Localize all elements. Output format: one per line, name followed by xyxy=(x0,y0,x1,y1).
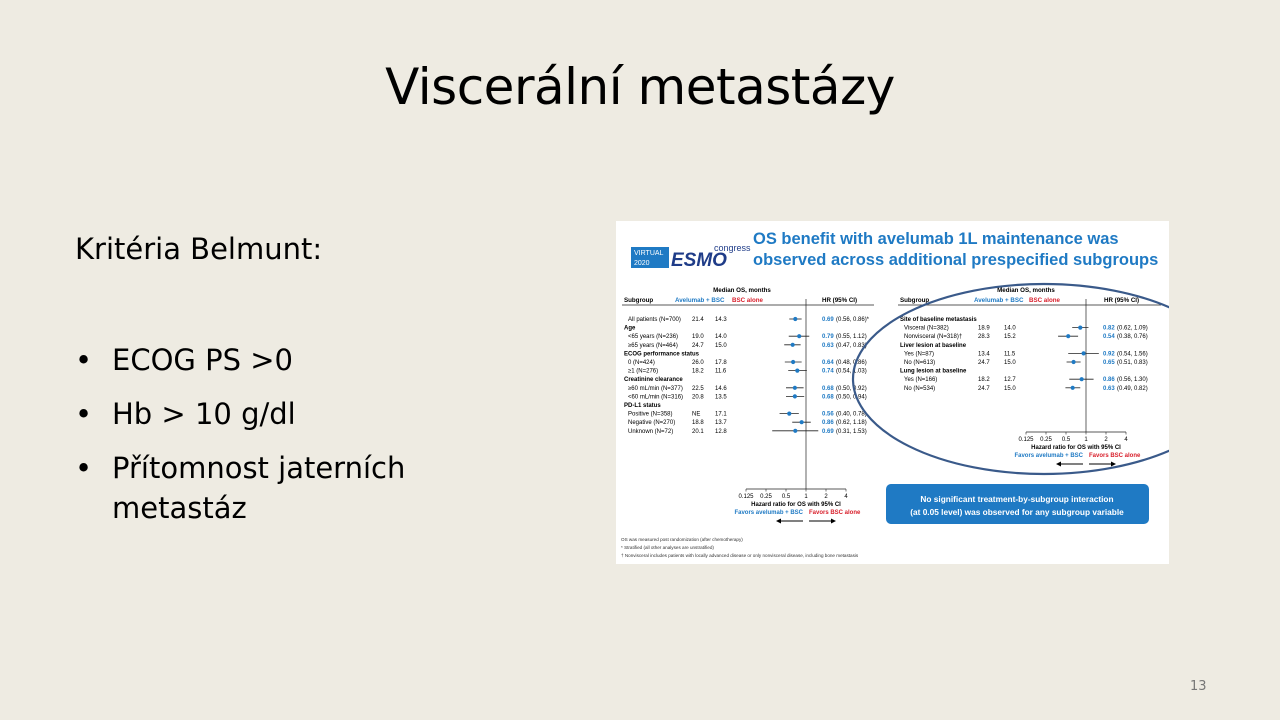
left-hr-header: HR (95% CI) xyxy=(822,297,858,304)
forest-left-panel xyxy=(624,299,870,524)
median-arm1: 22.5 xyxy=(692,385,704,392)
hr-ci: (0.48, 0.86) xyxy=(836,360,867,366)
left-arm2-header: BSC alone xyxy=(732,297,763,304)
criteria-item-text: ECOG PS >0 xyxy=(112,343,293,377)
median-arm2: 17.1 xyxy=(715,411,727,418)
hr-value: 0.86 xyxy=(1103,377,1115,384)
median-arm2: 15.2 xyxy=(1004,334,1016,341)
footnote-3: † Nonvisceral includes patients with locally advanced disease or only nonvisceral disease, including bone metastasis xyxy=(621,553,859,558)
median-arm2: 15.0 xyxy=(715,342,727,349)
hr-ci: (0.54, 1.03) xyxy=(836,368,867,375)
hr-point xyxy=(793,429,797,433)
bullet-icon: • xyxy=(75,451,93,485)
hr-ci: (0.40, 0.78) xyxy=(836,411,867,418)
arrow-right-head xyxy=(831,519,836,524)
hr-point xyxy=(793,317,797,321)
logo-virtual-text: VIRTUAL xyxy=(634,250,664,257)
hr-ci: (0.47, 0.83) xyxy=(836,342,867,349)
right-hr-header: HR (95% CI) xyxy=(1104,297,1140,304)
hr-value: 0.92 xyxy=(1103,351,1115,358)
hr-ci: (0.31, 1.53) xyxy=(836,428,867,435)
subgroup-header: Site of baseline metastasis xyxy=(900,317,977,323)
median-arm2: 11.6 xyxy=(715,368,727,375)
hr-point xyxy=(791,360,795,364)
right-arm2-header: BSC alone xyxy=(1029,297,1060,304)
hr-point xyxy=(793,394,797,398)
median-arm2: 14.3 xyxy=(715,317,727,323)
hr-value: 0.69 xyxy=(822,317,834,323)
row-label: Yes (N=87) xyxy=(904,351,934,358)
median-arm1: 24.7 xyxy=(978,385,990,392)
median-arm1: 26.0 xyxy=(692,360,704,366)
bullet-icon: • xyxy=(75,397,93,431)
hr-point xyxy=(1066,334,1070,338)
hr-point xyxy=(1078,326,1082,330)
x-tick-label: 0.5 xyxy=(781,494,791,500)
criteria-heading: Kritéria Belmunt: xyxy=(75,232,323,266)
arrow-left-head xyxy=(1056,462,1061,467)
criteria-item xyxy=(75,448,472,528)
forest-plot-svg xyxy=(616,221,1169,564)
hr-point xyxy=(797,334,801,338)
hr-ci: (0.54, 1.56) xyxy=(1117,351,1148,358)
subgroup-header: Liver lesion at baseline xyxy=(900,342,967,349)
median-arm1: 19.0 xyxy=(692,334,704,341)
hr-ci: (0.55, 1.12) xyxy=(836,334,867,341)
row-label: No (N=534) xyxy=(904,385,936,392)
x-tick-label: 2 xyxy=(824,494,828,500)
median-arm1: 28.3 xyxy=(978,334,990,341)
row-label: ≥60 mL/min (N=377) xyxy=(628,385,683,392)
hr-ci: (0.62, 1.09) xyxy=(1117,325,1148,332)
median-arm2: 17.8 xyxy=(715,360,727,366)
favors-left-label: Favors avelumab + BSC xyxy=(1014,453,1083,459)
left-arm1-header: Avelumab + BSC xyxy=(675,297,725,304)
hr-value: 0.86 xyxy=(822,420,834,427)
hr-ci: (0.50, 0.94) xyxy=(836,394,867,401)
left-subgroup-header: Subgroup xyxy=(624,297,654,304)
hr-value: 0.63 xyxy=(822,342,834,349)
criteria-list xyxy=(75,340,472,542)
page-number: 13 xyxy=(1190,679,1207,694)
hr-point xyxy=(1080,377,1084,381)
median-arm2: 11.5 xyxy=(1004,351,1016,358)
median-arm1: 18.2 xyxy=(978,377,990,384)
median-arm1: 20.8 xyxy=(692,394,704,401)
median-arm1: 21.4 xyxy=(692,317,704,323)
x-axis-label: Hazard ratio for OS with 95% CI xyxy=(1031,445,1121,451)
hr-point xyxy=(1081,351,1085,355)
x-tick-label: 1 xyxy=(1084,437,1088,443)
hr-ci: (0.49, 0.82) xyxy=(1117,385,1148,392)
hr-value: 0.68 xyxy=(822,394,834,401)
row-label: ≥1 (N=276) xyxy=(628,368,659,375)
hr-point xyxy=(787,412,791,416)
bullet-icon: • xyxy=(75,343,93,377)
hr-point xyxy=(793,386,797,390)
hr-value: 0.79 xyxy=(822,334,834,341)
x-axis-label: Hazard ratio for OS with 95% CI xyxy=(751,502,841,508)
logo-congress-text: congress xyxy=(714,243,751,253)
arrow-right-head xyxy=(1111,462,1116,467)
favors-right-label: Favors BSC alone xyxy=(1089,453,1141,459)
favors-right-label: Favors BSC alone xyxy=(809,510,861,516)
hr-point xyxy=(791,343,795,347)
x-tick-label: 4 xyxy=(844,494,848,500)
criteria-item xyxy=(75,340,472,380)
hr-ci: (0.50, 0.92) xyxy=(836,385,867,392)
forest-right-panel xyxy=(900,299,1148,467)
hr-point xyxy=(1071,386,1075,390)
row-label: <60 mL/min (N=316) xyxy=(628,394,684,401)
x-tick-label: 0.125 xyxy=(738,494,754,500)
row-label: Positive (N=358) xyxy=(628,411,673,418)
median-arm1: 20.1 xyxy=(692,428,704,435)
criteria-item xyxy=(75,394,472,434)
hr-value: 0.82 xyxy=(1103,325,1115,332)
row-label: 0 (N=424) xyxy=(628,360,655,366)
median-arm2: 12.8 xyxy=(715,428,727,435)
callout-box xyxy=(886,484,1149,524)
forest-plot-figure xyxy=(616,221,1169,564)
callout-line1: No significant treatment-by-subgroup interaction xyxy=(920,494,1114,504)
median-arm1: 13.4 xyxy=(978,351,990,358)
arrow-left-head xyxy=(776,519,781,524)
right-subgroup-header: Subgroup xyxy=(900,297,930,304)
hr-value: 0.68 xyxy=(822,385,834,392)
figure-heading-line2: observed across additional prespecified subgroups xyxy=(753,251,1159,269)
x-tick-label: 0.25 xyxy=(1040,437,1052,443)
callout-line2: (at 0.05 level) was observed for any subgroup variable xyxy=(910,507,1124,517)
hr-ci: (0.56, 1.30) xyxy=(1117,377,1148,384)
x-tick-label: 4 xyxy=(1124,437,1128,443)
left-median-header: Median OS, months xyxy=(713,287,771,294)
row-label: ≥65 years (N=464) xyxy=(628,342,678,349)
median-arm1: 18.9 xyxy=(978,325,990,332)
footnote-2: * Stratified (all other analyses are unstratified) xyxy=(621,545,714,550)
hr-ci: (0.62, 1.18) xyxy=(836,420,867,427)
subgroup-header: Lung lesion at baseline xyxy=(900,368,967,375)
slide-title: Viscerální metastázy xyxy=(385,58,895,116)
figure-heading-line1: OS benefit with avelumab 1L maintenance was xyxy=(753,230,1119,248)
criteria-item-text: Přítomnost jaterních metastáz xyxy=(112,451,406,525)
hr-ci: (0.51, 0.83) xyxy=(1117,360,1148,366)
row-label: Yes (N=166) xyxy=(904,377,938,384)
subgroup-header: Creatinine clearance xyxy=(624,377,683,384)
x-tick-label: 1 xyxy=(804,494,808,500)
median-arm1: 24.7 xyxy=(692,342,704,349)
criteria-item-text: Hb > 10 g/dl xyxy=(112,397,296,431)
subgroup-header: ECOG performance status xyxy=(624,351,700,358)
x-tick-label: 0.25 xyxy=(760,494,772,500)
median-arm1: 24.7 xyxy=(978,360,990,366)
hr-value: 0.65 xyxy=(1103,360,1115,366)
row-label: <65 years (N=236) xyxy=(628,334,679,341)
median-arm1: 18.8 xyxy=(692,420,704,427)
hr-value: 0.74 xyxy=(822,368,834,375)
row-label: Negative (N=270) xyxy=(628,420,676,427)
subgroup-header: Age xyxy=(624,325,636,332)
row-label: No (N=613) xyxy=(904,360,936,366)
row-label: All patients (N=700) xyxy=(628,317,681,323)
hr-point xyxy=(800,420,804,424)
hr-value: 0.54 xyxy=(1103,334,1115,341)
median-arm2: 13.7 xyxy=(715,420,727,427)
hr-value: 0.63 xyxy=(1103,385,1115,392)
median-arm2: 15.0 xyxy=(1004,360,1016,366)
median-arm1: 18.2 xyxy=(692,368,704,375)
median-arm2: 13.5 xyxy=(715,394,727,401)
favors-left-label: Favors avelumab + BSC xyxy=(734,510,803,516)
x-tick-label: 2 xyxy=(1104,437,1108,443)
x-tick-label: 0.5 xyxy=(1061,437,1071,443)
footnote-1: OS was measured post randomization (after chemotherapy) xyxy=(621,537,743,542)
median-arm2: 14.0 xyxy=(715,334,727,341)
hr-value: 0.56 xyxy=(822,411,834,418)
median-arm2: 15.0 xyxy=(1004,385,1016,392)
hr-value: 0.69 xyxy=(822,428,834,435)
subgroup-header: PD-L1 status xyxy=(624,403,661,409)
logo-year-text: 2020 xyxy=(634,260,650,267)
hr-value: 0.64 xyxy=(822,360,834,366)
hr-ci: (0.38, 0.76) xyxy=(1117,334,1148,341)
median-arm1: NE xyxy=(692,411,701,418)
hr-ci: (0.56, 0.86)* xyxy=(836,317,870,323)
right-arm1-header: Avelumab + BSC xyxy=(974,297,1024,304)
median-arm2: 12.7 xyxy=(1004,377,1016,384)
right-median-header: Median OS, months xyxy=(997,287,1055,294)
hr-point xyxy=(1071,360,1075,364)
logo-brand-text: ESMO xyxy=(671,250,727,271)
row-label: Unknown (N=72) xyxy=(628,428,674,435)
row-label: Nonvisceral (N=318)† xyxy=(904,334,963,341)
median-arm2: 14.6 xyxy=(715,385,727,392)
hr-point xyxy=(795,369,799,373)
row-label: Visceral (N=382) xyxy=(904,325,949,332)
x-tick-label: 0.125 xyxy=(1018,437,1034,443)
median-arm2: 14.0 xyxy=(1004,325,1016,332)
